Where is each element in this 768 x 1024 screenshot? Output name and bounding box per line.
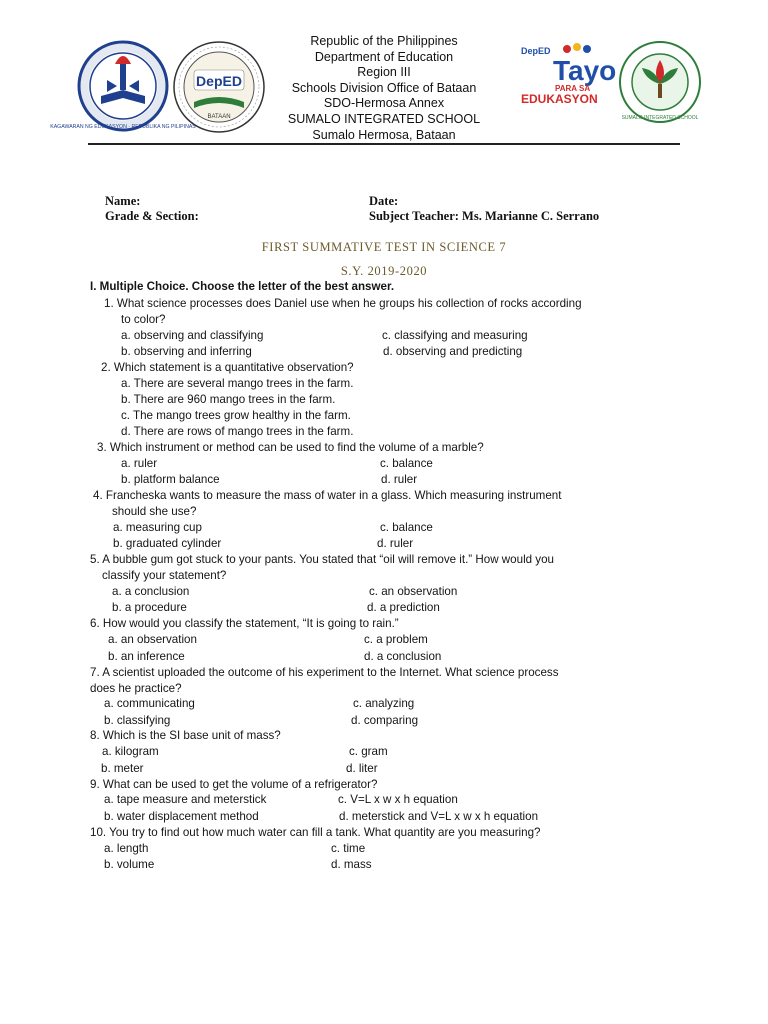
question-line: to color? (121, 313, 166, 326)
question-line: classify your statement? (102, 569, 227, 582)
question-line: 3. Which instrument or method can be used to find the volume of a marble? (97, 441, 484, 454)
tayo-brand-text: DepED (521, 46, 551, 56)
answer-option: d. ruler (381, 473, 418, 486)
school-year: S.Y. 2019-2020 (340, 264, 428, 278)
answer-option: a. communicating (104, 697, 195, 710)
answer-option: d. mass (331, 858, 372, 871)
answer-option: d. There are rows of mango trees in the farm. (121, 425, 354, 438)
answer-option: a. tape measure and meterstick (104, 793, 267, 806)
answer-option: d. a prediction (367, 601, 440, 614)
answer-option: d. comparing (351, 714, 419, 727)
header-line-republic: Republic of the Philippines (310, 34, 458, 48)
tayo-sub1-text: PARA SA (555, 84, 591, 93)
answer-option: c. time (331, 842, 366, 855)
header-line-department: Department of Education (314, 49, 454, 64)
school-header (0, 34, 768, 143)
tayo-word-text: Tayo (553, 55, 617, 86)
answer-option: c. analyzing (353, 697, 415, 710)
subject-teacher-label: Subject Teacher: Ms. Marianne C. Serrano (369, 209, 600, 223)
answer-option: b. observing and inferring (121, 345, 252, 358)
question-line: 9. What can be used to get the volume of a refrigerator? (90, 778, 378, 791)
question-line: 7. A scientist uploaded the outcome of his experiment to the Internet. What science process (90, 666, 559, 679)
division-logo-sub: BATAAN (207, 114, 231, 120)
test-title: FIRST SUMMATIVE TEST IN SCIENCE 7 (261, 240, 507, 254)
answer-option: b. classifying (104, 714, 171, 727)
question-line: 1. What science processes does Daniel use when he groups his collection of rocks according (104, 297, 582, 310)
answer-option: b. water displacement method (104, 810, 259, 823)
answer-option: c. The mango trees grow healthy in the farm. (121, 409, 351, 422)
answer-option: d. observing and predicting (383, 345, 523, 358)
answer-option: d. liter (346, 762, 378, 775)
header-line-school: SUMALO INTEGRATED SCHOOL (287, 111, 481, 126)
name-label: Name: (105, 194, 141, 208)
answer-option: b. There are 960 mango trees in the farm. (121, 393, 336, 406)
answer-option: d. ruler (377, 537, 414, 550)
header-line-region: Region III (357, 65, 411, 80)
grade-section-label: Grade & Section: (105, 209, 199, 223)
header-line-annex: SDO-Hermosa Annex (323, 96, 445, 111)
question-line: 10. You try to find out how much water can fill a tank. What quantity are you measuring? (90, 826, 541, 839)
answer-option: b. a procedure (112, 601, 187, 614)
answer-option: d. meterstick and V=L x w x h equation (339, 810, 539, 823)
answer-option: a. kilogram (102, 745, 159, 758)
answer-option: a. length (104, 842, 149, 855)
date-label: Date: (369, 194, 399, 208)
answer-option: a. measuring cup (113, 521, 202, 534)
answer-option: d. a conclusion (364, 650, 442, 663)
question-line: does he practice? (90, 682, 182, 695)
answer-option: c. classifying and measuring (382, 329, 528, 342)
header-divider (88, 143, 680, 145)
answer-option: c. balance (380, 521, 433, 534)
question-line: 2. Which statement is a quantitative observation? (101, 361, 354, 374)
answer-option: b. graduated cylinder (113, 537, 222, 550)
answer-option: b. meter (101, 762, 144, 775)
tayo-sub2-text: EDUKASYON (521, 92, 598, 106)
answer-option: a. an observation (108, 633, 197, 646)
deped-seal-text: KAGAWARAN NG EDUKASYON · REPUBLIKA NG PILIPINAS (50, 124, 196, 130)
question-line: 4. Francheska wants to measure the mass of water in a glass. Which measuring instrument (93, 489, 562, 502)
answer-option: c. an observation (369, 585, 458, 598)
answer-option: a. observing and classifying (121, 329, 264, 342)
question-line: 6. How would you classify the statement, “It is going to rain.” (90, 617, 399, 630)
answer-option: b. an inference (108, 650, 185, 663)
answer-option: a. a conclusion (112, 585, 190, 598)
header-line-division: Schools Division Office of Bataan (291, 80, 477, 95)
answer-option: a. ruler (121, 457, 158, 470)
division-logo-text: DepED (196, 73, 242, 89)
school-seal-text: SUMALO INTEGRATED SCHOOL (621, 115, 699, 121)
answer-option: a. There are several mango trees in the farm. (121, 377, 354, 390)
answer-option: c. gram (349, 745, 388, 758)
section-heading: I. Multiple Choice. Choose the letter of the best answer. (90, 280, 395, 293)
answer-option: b. volume (104, 858, 155, 871)
answer-option: b. platform balance (121, 473, 220, 486)
question-line: 5. A bubble gum got stuck to your pants. You stated that “oil will remove it.” How would you (90, 553, 555, 566)
answer-option: c. a problem (364, 633, 428, 646)
answer-option: c. balance (380, 457, 433, 470)
answer-option: c. V=L x w x h equation (338, 793, 458, 806)
question-line: should she use? (112, 505, 197, 518)
question-line: 8. Which is the SI base unit of mass? (90, 729, 281, 742)
header-line-address: Sumalo Hermosa, Bataan (312, 127, 456, 142)
